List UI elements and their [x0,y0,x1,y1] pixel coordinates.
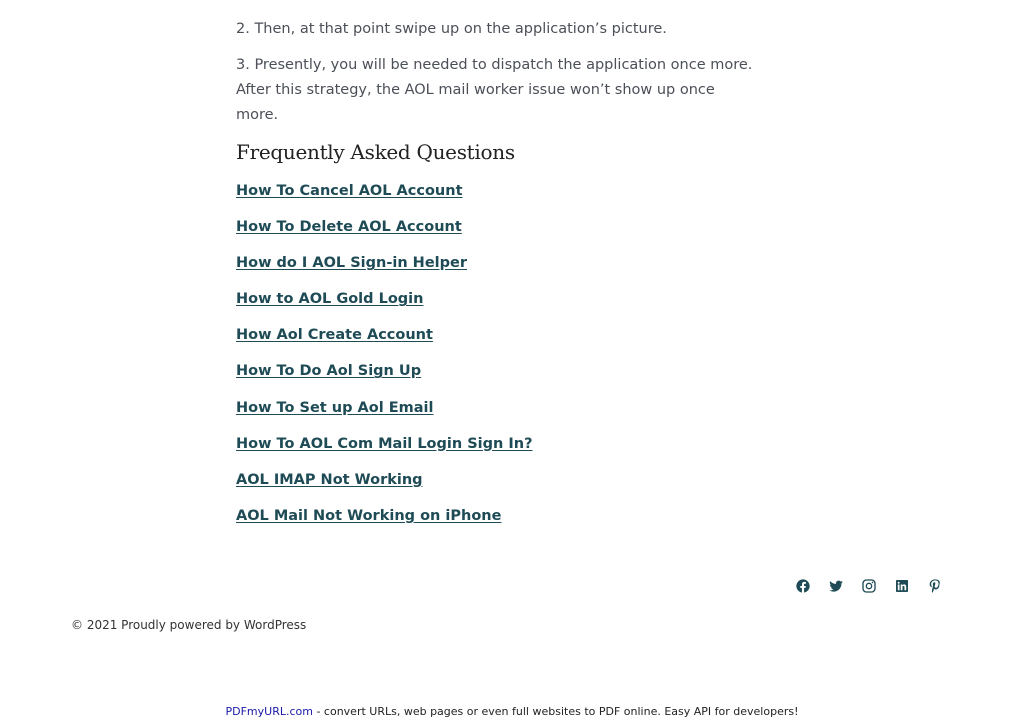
twitter-link[interactable] [828,578,844,598]
faq-item [236,505,533,541]
faq-item [236,469,533,505]
faq-link-create-account[interactable]: How Aol Create Account [236,327,433,344]
faq-link-gold-login[interactable]: How to AOL Gold Login [236,291,424,308]
copyright-text: © 2021 Proudly powered by WordPress [71,618,307,632]
faq-link-sign-in-helper[interactable]: How do I AOL Sign-in Helper [236,255,467,272]
faq-link-iphone-not-working[interactable]: AOL Mail Not Working on iPhone [236,507,502,524]
pdfmyurl-banner [0,705,1024,718]
faq-link-mail-login[interactable]: How To AOL Com Mail Login Sign In? [236,435,533,452]
faq-item [236,360,533,396]
faq-item [236,216,533,252]
faq-link-set-up-email[interactable]: How To Set up Aol Email [236,399,434,416]
facebook-link[interactable] [795,578,811,598]
linkedin-icon [894,578,910,598]
social-links [795,578,943,598]
faq-item [236,288,533,324]
facebook-icon [795,578,811,598]
pdfmyurl-link[interactable]: PDFmyURL.com [225,705,313,718]
faq-list [236,180,533,541]
pdfmyurl-banner-text: - convert URLs, web pages or even full websites to PDF online. Easy API for developers! [312,705,799,718]
step-3-text: 3. Presently, you will be needed to dispatch the application once more. After this strategy, the AOL mail worker issue won’t show up once more. [236,57,753,123]
faq-item [236,397,533,433]
faq-link-imap-not-working[interactable]: AOL IMAP Not Working [236,471,423,488]
step-2-text: 2. Then, at that point swipe up on the application’s picture. [236,21,667,37]
faq-item [236,180,533,216]
pinterest-icon [927,578,943,598]
instagram-icon [861,578,877,598]
faq-link-sign-up[interactable]: How To Do Aol Sign Up [236,363,422,380]
faq-heading: Frequently Asked Questions [236,140,515,164]
pinterest-link[interactable] [927,578,943,598]
instagram-link[interactable] [861,578,877,598]
faq-link-cancel-account[interactable]: How To Cancel AOL Account [236,183,463,199]
faq-item [236,433,533,469]
linkedin-link[interactable] [894,578,910,598]
faq-item [236,252,533,288]
faq-link-delete-account[interactable]: How To Delete AOL Account [236,219,462,236]
faq-item [236,324,533,360]
twitter-icon [828,578,844,598]
